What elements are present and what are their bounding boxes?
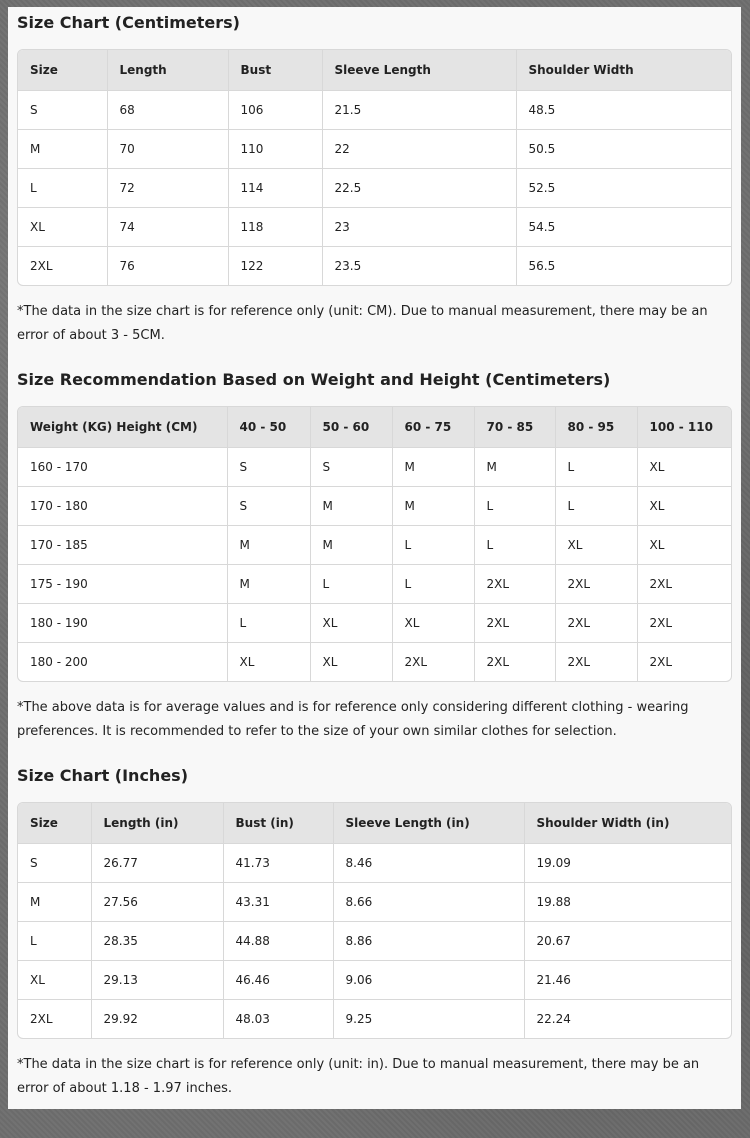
- table-cell: 70: [107, 129, 228, 168]
- table-cell: 19.88: [524, 882, 731, 921]
- table-cell: XL: [637, 447, 731, 486]
- cm-chart-title: Size Chart (Centimeters): [17, 13, 240, 32]
- table-row: [18, 564, 731, 603]
- table-cell: M: [392, 486, 474, 525]
- table-cell: 72: [107, 168, 228, 207]
- column-header: Shoulder Width (in): [524, 803, 731, 843]
- table-cell: 48.03: [223, 999, 333, 1038]
- table-cell: 2XL: [474, 642, 555, 681]
- table-header-row: [18, 407, 731, 447]
- table-cell: 23: [322, 207, 516, 246]
- column-header: Sleeve Length (in): [333, 803, 524, 843]
- table-cell: XL: [310, 642, 392, 681]
- table-header-row: [18, 803, 731, 843]
- table-cell: 8.46: [333, 843, 524, 882]
- table-row: [18, 168, 731, 207]
- column-header: 60 - 75: [392, 407, 474, 447]
- table-cell: 21.46: [524, 960, 731, 999]
- table-cell: L: [310, 564, 392, 603]
- table-cell: 29.92: [91, 999, 223, 1038]
- table-cell: S: [227, 447, 310, 486]
- column-header: 50 - 60: [310, 407, 392, 447]
- column-header: Weight (KG) Height (CM): [18, 407, 227, 447]
- table-cell: 118: [228, 207, 322, 246]
- table-cell: S: [227, 486, 310, 525]
- size-guide-panel: [8, 7, 741, 1109]
- table-row: [18, 525, 731, 564]
- table-row: [18, 207, 731, 246]
- table-row: [18, 603, 731, 642]
- table-cell: M: [474, 447, 555, 486]
- table-cell: 54.5: [516, 207, 731, 246]
- recommendation-table: [17, 406, 732, 682]
- column-header: 40 - 50: [227, 407, 310, 447]
- recommendation-note: *The above data is for average values and is for reference only considering different clothing - wearing preferences. It is recommended to refer to the size of your own similar clothes for selection.: [17, 700, 689, 739]
- column-header: Sleeve Length: [322, 50, 516, 90]
- table-cell: XL: [555, 525, 637, 564]
- table-cell: XL: [18, 207, 107, 246]
- table-cell: 50.5: [516, 129, 731, 168]
- table-cell: 68: [107, 90, 228, 129]
- table-row: [18, 960, 731, 999]
- table-cell: L: [18, 168, 107, 207]
- table-cell: 2XL: [637, 603, 731, 642]
- table-cell: L: [474, 525, 555, 564]
- table-cell: 160 - 170: [18, 447, 227, 486]
- table-cell: 26.77: [91, 843, 223, 882]
- table-row: [18, 882, 731, 921]
- table-row: [18, 486, 731, 525]
- table-cell: XL: [227, 642, 310, 681]
- inch-size-table: [17, 802, 732, 1039]
- table-cell: 180 - 190: [18, 603, 227, 642]
- table-cell: 2XL: [555, 564, 637, 603]
- table-cell: M: [227, 525, 310, 564]
- table-cell: 21.5: [322, 90, 516, 129]
- table-cell: XL: [18, 960, 91, 999]
- table-cell: 170 - 180: [18, 486, 227, 525]
- table-cell: 56.5: [528, 258, 556, 273]
- table-cell: L: [555, 447, 637, 486]
- inch-chart-note: *The data in the size chart is for reference only (unit: in). Due to manual measurement, there may be an error of about 1.18 - 1.97 inches.: [17, 1057, 700, 1096]
- table-cell: 19.09: [524, 843, 731, 882]
- table-row: [18, 642, 731, 681]
- cm-chart-note: *The data in the size chart is for reference only (unit: CM). Due to manual measurement, there may be an error of about 3 - 5CM.: [17, 304, 708, 343]
- recommendation-title: Size Recommendation Based on Weight and Height (Centimeters): [17, 370, 611, 389]
- column-header: Size: [18, 803, 91, 843]
- table-cell: 2XL: [474, 564, 555, 603]
- table-cell: 9.06: [333, 960, 524, 999]
- table-cell: 106: [228, 90, 322, 129]
- table-cell: XL: [637, 486, 731, 525]
- table-cell: M: [310, 486, 392, 525]
- table-row: [18, 246, 731, 285]
- inch-chart-title: Size Chart (Inches): [17, 766, 188, 785]
- table-cell: L: [392, 564, 474, 603]
- table-row: [18, 129, 731, 168]
- table-cell: 8.66: [333, 882, 524, 921]
- table-cell: 22: [322, 129, 516, 168]
- table-cell: 2XL: [18, 246, 107, 285]
- table-row: [18, 843, 731, 882]
- table-cell: 8.86: [333, 921, 524, 960]
- table-cell: 114: [228, 168, 322, 207]
- table-cell: 46.46: [223, 960, 333, 999]
- table-cell: 2XL: [392, 642, 474, 681]
- table-cell: L: [18, 921, 91, 960]
- table-cell: 43.31: [223, 882, 333, 921]
- table-cell: L: [227, 603, 310, 642]
- table-cell: L: [555, 486, 637, 525]
- column-header: Length (in): [91, 803, 223, 843]
- table-cell: L: [474, 486, 555, 525]
- column-header: Bust (in): [223, 803, 333, 843]
- table-row: [18, 90, 731, 129]
- table-row: [18, 999, 731, 1038]
- table-cell: S: [310, 447, 392, 486]
- table-cell: S: [18, 90, 107, 129]
- table-cell: 9.25: [333, 999, 524, 1038]
- column-header: 80 - 95: [555, 407, 637, 447]
- table-cell: 27.56: [91, 882, 223, 921]
- table-cell: 175 - 190: [18, 564, 227, 603]
- table-cell: 2XL: [555, 642, 637, 681]
- table-cell: 52.5: [516, 168, 731, 207]
- column-header: Bust: [228, 50, 322, 90]
- table-cell: M: [227, 564, 310, 603]
- table-cell: M: [392, 447, 474, 486]
- table-cell: M: [18, 882, 91, 921]
- table-cell: M: [310, 525, 392, 564]
- table-cell: 48.5: [516, 90, 731, 129]
- table-cell: 29.13: [91, 960, 223, 999]
- column-header: 100 - 110: [637, 407, 731, 447]
- table-cell: 41.73: [223, 843, 333, 882]
- table-cell: 122: [228, 246, 322, 285]
- table-cell: 76: [107, 246, 228, 285]
- table-cell: 22.24: [536, 1011, 571, 1026]
- table-cell: XL: [392, 603, 474, 642]
- table-cell: 2XL: [18, 999, 91, 1038]
- table-row: [18, 447, 731, 486]
- column-header: Shoulder Width: [516, 50, 731, 90]
- table-cell: XL: [637, 525, 731, 564]
- column-header: Size: [18, 50, 107, 90]
- table-cell: 74: [107, 207, 228, 246]
- table-cell: 20.67: [524, 921, 731, 960]
- table-cell: S: [18, 843, 91, 882]
- table-cell: L: [392, 525, 474, 564]
- table-cell: 28.35: [91, 921, 223, 960]
- table-cell: 2XL: [637, 564, 731, 603]
- table-cell: XL: [310, 603, 392, 642]
- table-header-row: [18, 50, 731, 90]
- table-cell: 2XL: [474, 603, 555, 642]
- table-cell: 170 - 185: [18, 525, 227, 564]
- column-header: 70 - 85: [474, 407, 555, 447]
- table-cell: M: [18, 129, 107, 168]
- table-cell: 110: [228, 129, 322, 168]
- table-cell: 44.88: [223, 921, 333, 960]
- table-cell: 22.5: [322, 168, 516, 207]
- table-cell: 180 - 200: [18, 642, 227, 681]
- table-cell: 2XL: [555, 603, 637, 642]
- cm-size-table: [17, 49, 732, 286]
- table-cell: 2XL: [649, 654, 673, 669]
- table-cell: 23.5: [322, 246, 516, 285]
- table-row: [18, 921, 731, 960]
- column-header: Length: [107, 50, 228, 90]
